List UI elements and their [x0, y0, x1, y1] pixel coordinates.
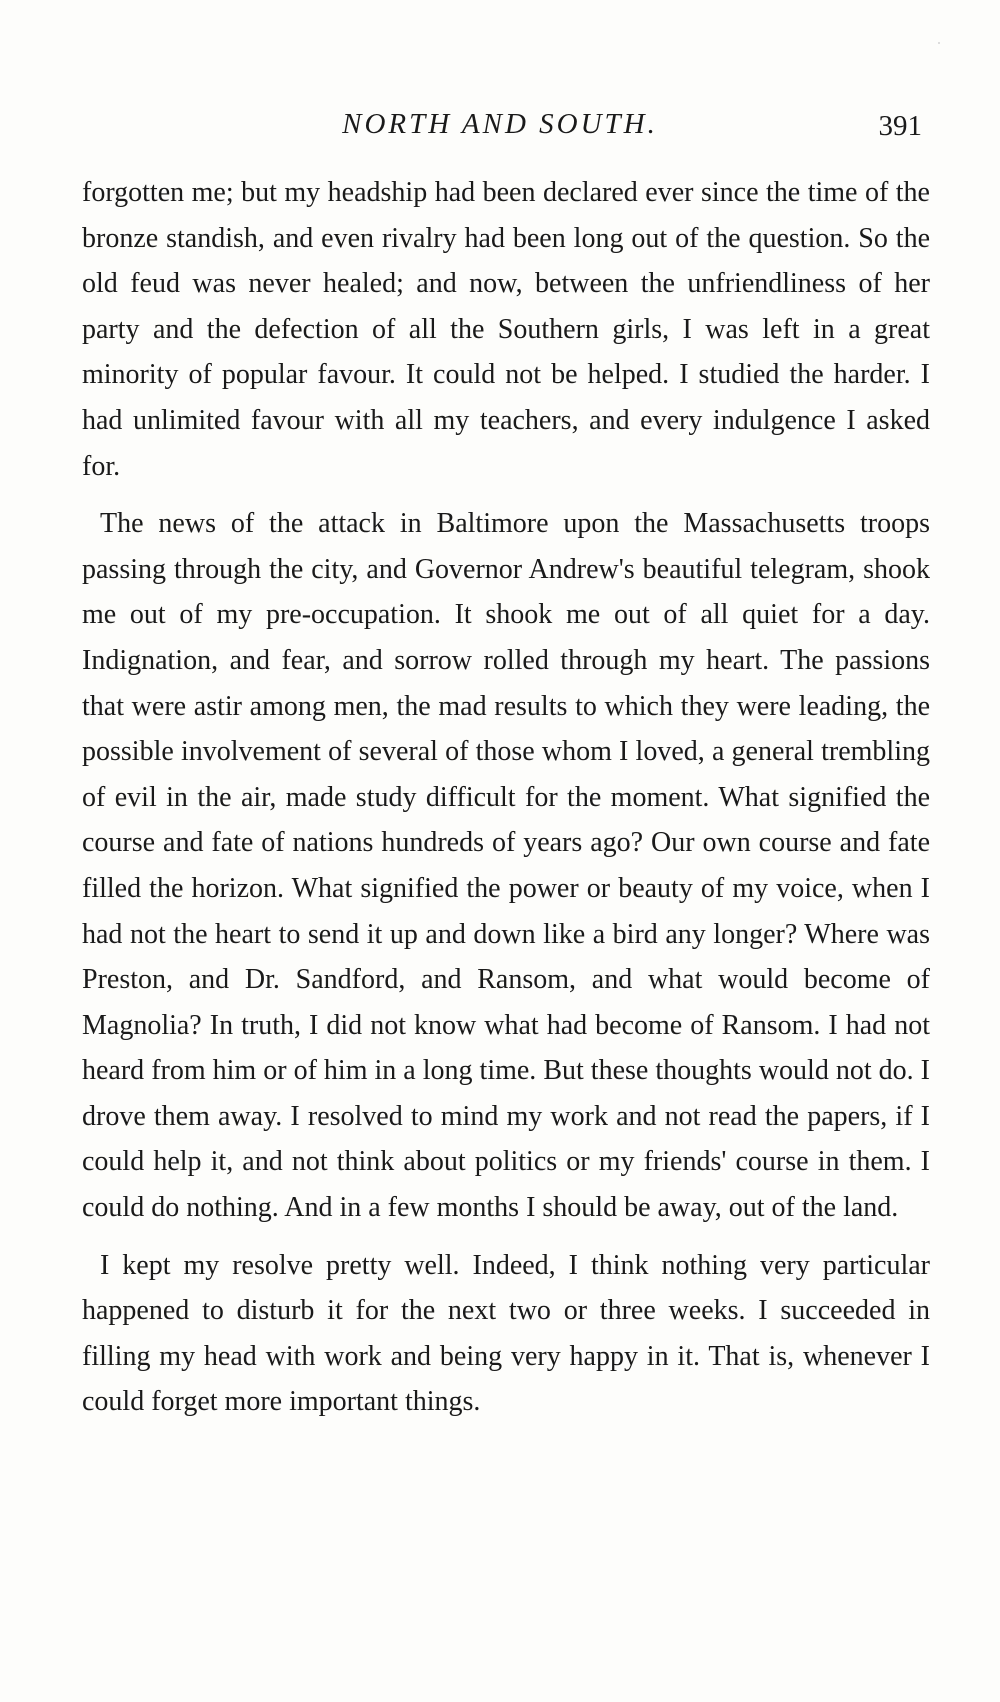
- paragraph: I kept my resolve pretty well. Indeed, I think nothing very particular happened to disturb it for the next two or three weeks. I succeeded in filling my head with work and being very happy in it. That is, whenever I could forget more important things.: [82, 1249, 930, 1418]
- body-text: [82, 170, 930, 1425]
- paragraph-continued: forgotten me; but my headship had been declared ever since the time of the bronze standish, and even rivalry had been long out of the question. So the old feud was never healed; and now, between the unfriendliness of her party and the defection of all the Southern girls, I was left in a great minority of popular favour. It could not be helped. I studied the harder. I had unlimited favour with all my teachers, and every indulgence I asked for.: [82, 177, 930, 482]
- running-title: NORTH AND SOUTH.: [342, 108, 658, 140]
- paragraph: The news of the attack in Baltimore upon the Massachusetts troops passing through the city, and Governor Andrew's beautiful telegram, shook me out of my pre-occupation. It shook me out of all quiet for a day. Indignation, and fear, and sorrow rolled through my heart. The passions that were astir among men, the mad results to which they were leading, the possible involvement of several of those whom I loved, a general trembling of evil in the air, made study difficult for the moment. What signified the course and fate of nations hundreds of years ago? Our own course and fate filled the horizon. What signified the power or beauty of my voice, when I had not the heart to send it up and down like a bird any longer? Where was Preston, and Dr. Sandford, and Ransom, and what would become of Magnolia? In truth, I did not know what had become of Ransom. I had not heard from him or of him in a long time. But these thoughts would not do. I drove them away. I resolved to mind my work and not read the papers, if I could help it, and not think about politics or my friends' course in them. I could do nothing. And in a few months I should be away, out of the land.: [82, 508, 930, 1224]
- running-head: [0, 108, 1000, 148]
- page-number: 391: [878, 110, 922, 142]
- scan-speck: [938, 42, 940, 44]
